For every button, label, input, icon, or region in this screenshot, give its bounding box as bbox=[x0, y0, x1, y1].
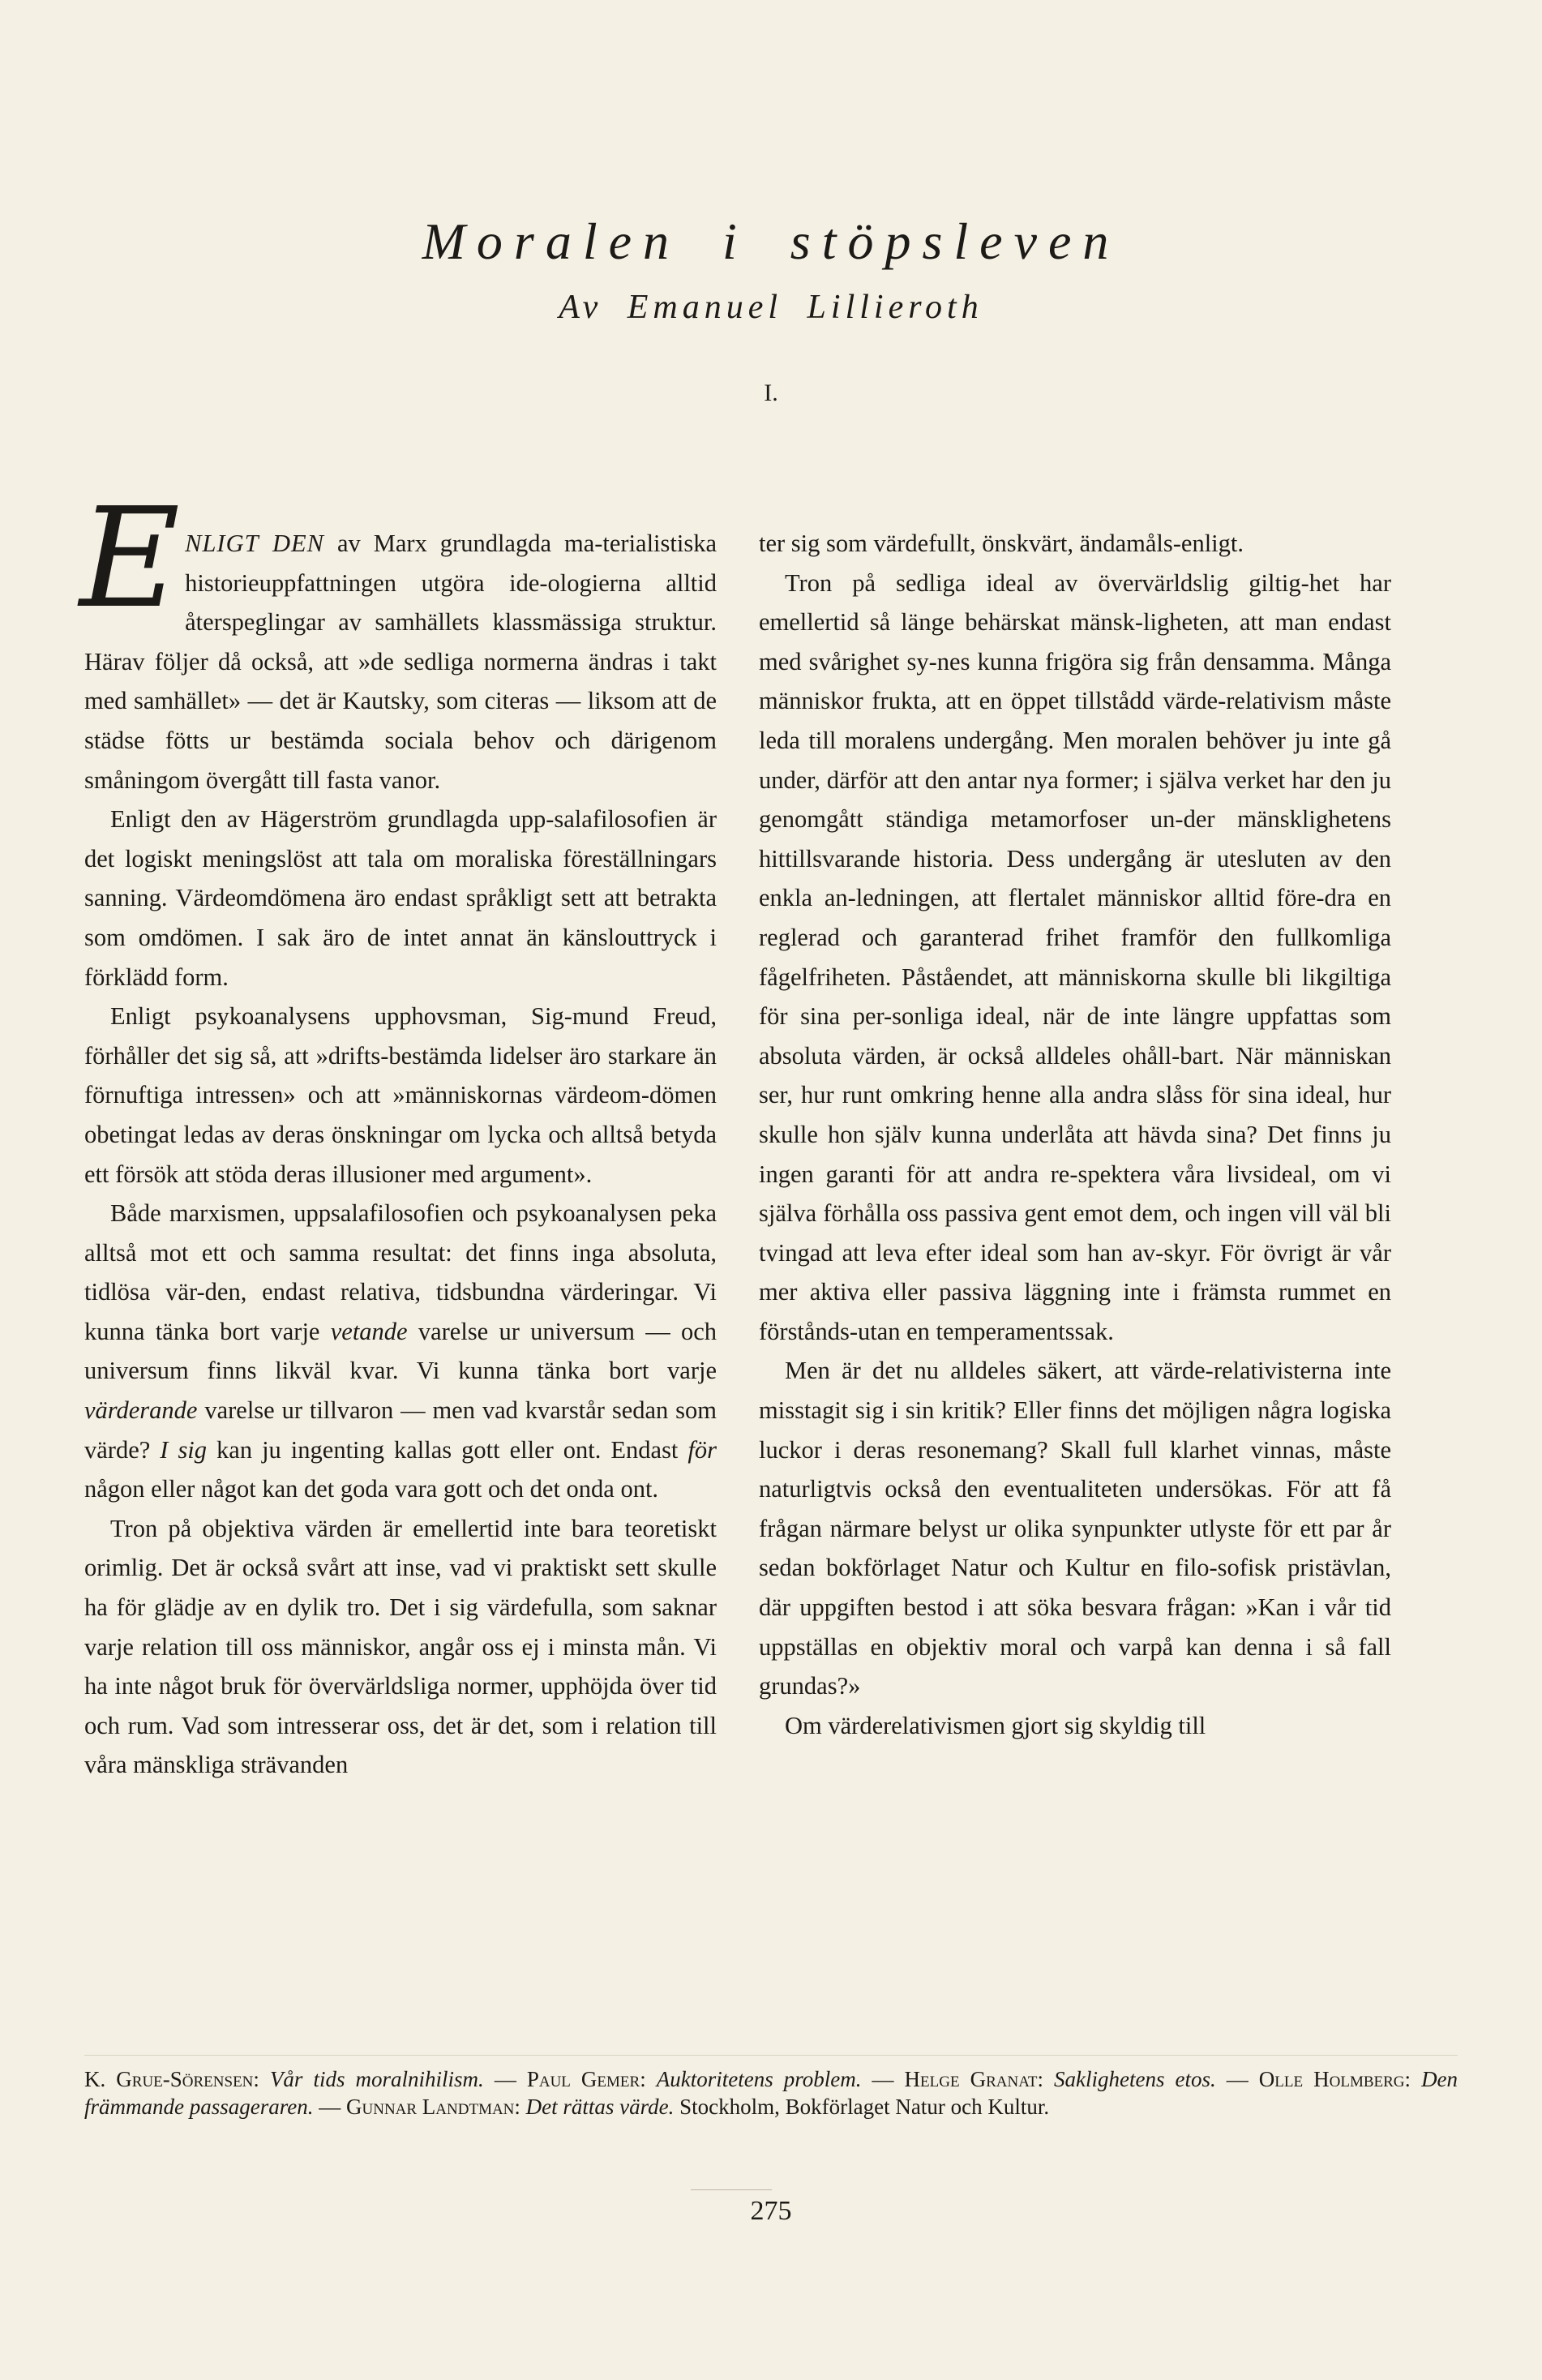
footnote-book-title: Det rättas värde. bbox=[525, 2094, 675, 2119]
paragraph: Enligt den av Hägerström grundlagda upp-salafilosofien är det logiskt meningslöst att tala om moraliska föreställningars sanning. Värdeomdömena äro endast språkligt sett att betrakta som omdömen. I sak äro de intet annat än känslouttryck i förklädd form. bbox=[84, 805, 717, 991]
footnote-publisher: Stockholm, Bokförlaget Natur och Kultur. bbox=[679, 2094, 1050, 2119]
footnote-bibliography: K. Grue-Sörensen: Vår tids moralnihilism. — Paul Gemer: Auktoritetens problem. — Helge Granat: Saklighetens etos. — Olle Holmberg: Den främmande passageraren. — Gunnar Landtman: Det rättas värde. Stockholm, Bokförlaget Natur och Kultur. bbox=[84, 2067, 1458, 2119]
footnote-author: Paul Gemer: bbox=[526, 2067, 646, 2091]
right-column bbox=[759, 524, 1391, 1745]
paragraph: Både marxismen, uppsalafilosofien och psykoanalysen peka alltså mot ett och samma resultat: det finns inga absoluta, tidlösa vär-den, endast relativa, tidsbundna värderingar. Vi kunna tänka bort varje vetande varelse ur universum — och universum finns likväl kvar. Vi kunna tänka bort varje värderande varelse ur tillvaron — men vad kvarstår sedan som värde? I sig kan ju ingenting kallas gott eller ont. Endast för någon eller något kan det goda vara gott och det onda ont. bbox=[84, 1199, 717, 1503]
footnote-book-title: Saklighetens etos. bbox=[1053, 2067, 1216, 2091]
paragraph: Tron på sedliga ideal av övervärldslig giltig-het har emellertid så länge behärskat mänsk-ligheten, att man endast med svårighet sy-nes kunna frigöra sig från densamma. Många människor frukta, att en öppet tillstådd värde-relativism måste leda till moralens undergång. Men moralen behöver ju inte gå under, därför att den antar nya former; i själva verket har den ju genomgått ständiga metamorfoser un-der mänsklighetens hittillsvarande historia. Dess undergång är utesluten av den enkla an-ledningen, att flertalet människor alltid före-dra en reglerad och garanterad frihet framför den fullkomliga fågelfriheten. Påståendet, att människorna skulle bli likgiltiga för sina per-sonliga ideal, när de inte längre uppfattas som absoluta värden, är också alldeles ohåll-bart. När människan ser, hur runt omkring henne alla andra slåss för sina ideal, hur skulle hon själv kunna underlåta att hävda sina? Det finns ju ingen garanti för att andra re-spektera våra livsideal, om vi själva förhålla oss passiva gent emot dem, och ingen vill väl bli tvingad att leva efter ideal som han av-skyr. För övrigt är vår mer aktiva eller passiva läggning inte i främsta rummet en förstånds-utan en temperamentssak. bbox=[759, 568, 1391, 1345]
paragraph-text: av Marx grundlagda ma-terialistiska historieuppfattningen utgöra ide-ologierna alltid återspeglingar av samhällets klassmässiga struktur. Härav följer då också, att »de sedliga normerna ändras i takt med samhället» — det är Kautsky, som citeras — liksom att de städse fötts ur bestämda sociala behov och därigenom småningom övergått till fasta vanor. bbox=[84, 530, 717, 794]
page-number-rule bbox=[691, 2189, 772, 2190]
left-column bbox=[79, 478, 717, 1785]
footnote-book-title: Vår tids moralnihilism. bbox=[269, 2067, 484, 2091]
footnote-book-title: Auktoritetens problem. bbox=[656, 2067, 862, 2091]
footnote-author: Gunnar Landtman: bbox=[346, 2094, 520, 2119]
section-number: I. bbox=[764, 380, 778, 406]
drop-cap: E bbox=[79, 478, 181, 639]
footnote-book-title: Den främmande passageraren. bbox=[84, 2067, 1458, 2119]
footnote-author: Helge Granat: bbox=[904, 2067, 1043, 2091]
emphasis: vetande bbox=[330, 1317, 408, 1345]
paragraph: Tron på objektiva värden är emellertid inte bara teoretiskt orimlig. Det är också svårt att inse, vad vi praktiskt sett skulle ha för glädje av en dylik tro. Det i sig värdefulla, som saknar varje relation till oss människor, angår oss ej i minsta mån. Vi ha inte något bruk för övervärldsliga normer, upphöjda över tid och rum. Vad som intresserar oss, det är det, som i relation till våra mänskliga strävanden bbox=[84, 1514, 717, 1779]
emphasis: I sig bbox=[160, 1435, 208, 1464]
paragraph: ter sig som värdefullt, önskvärt, ändamåls-enligt. bbox=[759, 530, 1244, 557]
emphasis: för bbox=[687, 1435, 717, 1464]
footnote-author: K. Grue-Sörensen: bbox=[84, 2067, 259, 2091]
paragraph bbox=[79, 478, 717, 800]
page-number: 275 bbox=[750, 2196, 792, 2226]
paragraph: Enligt psykoanalysens upphovsman, Sig-mund Freud, förhåller det sig så, att »drifts-bestämda lidelser äro starkare än förnuftiga intressen» och att »människornas värdeom-dömen obetingat ledas av deras önskningar om lycka och alltså betyda ett försök att stöda deras illusioner med argument». bbox=[84, 1002, 717, 1188]
footnote-author: Olle Holmberg: bbox=[1258, 2067, 1411, 2091]
emphasis: värderande bbox=[84, 1396, 198, 1425]
paragraph: Om värderelativismen gjort sig skyldig till bbox=[785, 1711, 1206, 1739]
article-title: Moralen i stöpsleven bbox=[422, 212, 1120, 270]
article-byline: Av Emanuel Lillieroth bbox=[559, 289, 983, 326]
lead-words: NLIGT DEN bbox=[185, 530, 324, 557]
paragraph: Men är det nu alldeles säkert, att värde-relativisterna inte misstagit sig i sin kritik? Eller finns det möjligen några logiska luckor i deras resonemang? Skall full klarhet vinnas, måste naturligtvis också den eventualiteten undersökas. För att få frågan närmare belyst ur olika synpunkter utlyste för ett par år sedan bokförlaget Natur och Kultur en filo-sofisk pristävlan, där uppgiften bestod i att söka besvara frågan: »Kan i vår tid uppställas en objektiv moral och varpå kan denna i så fall grundas?» bbox=[759, 1357, 1391, 1700]
footnote-divider bbox=[84, 2055, 1458, 2056]
